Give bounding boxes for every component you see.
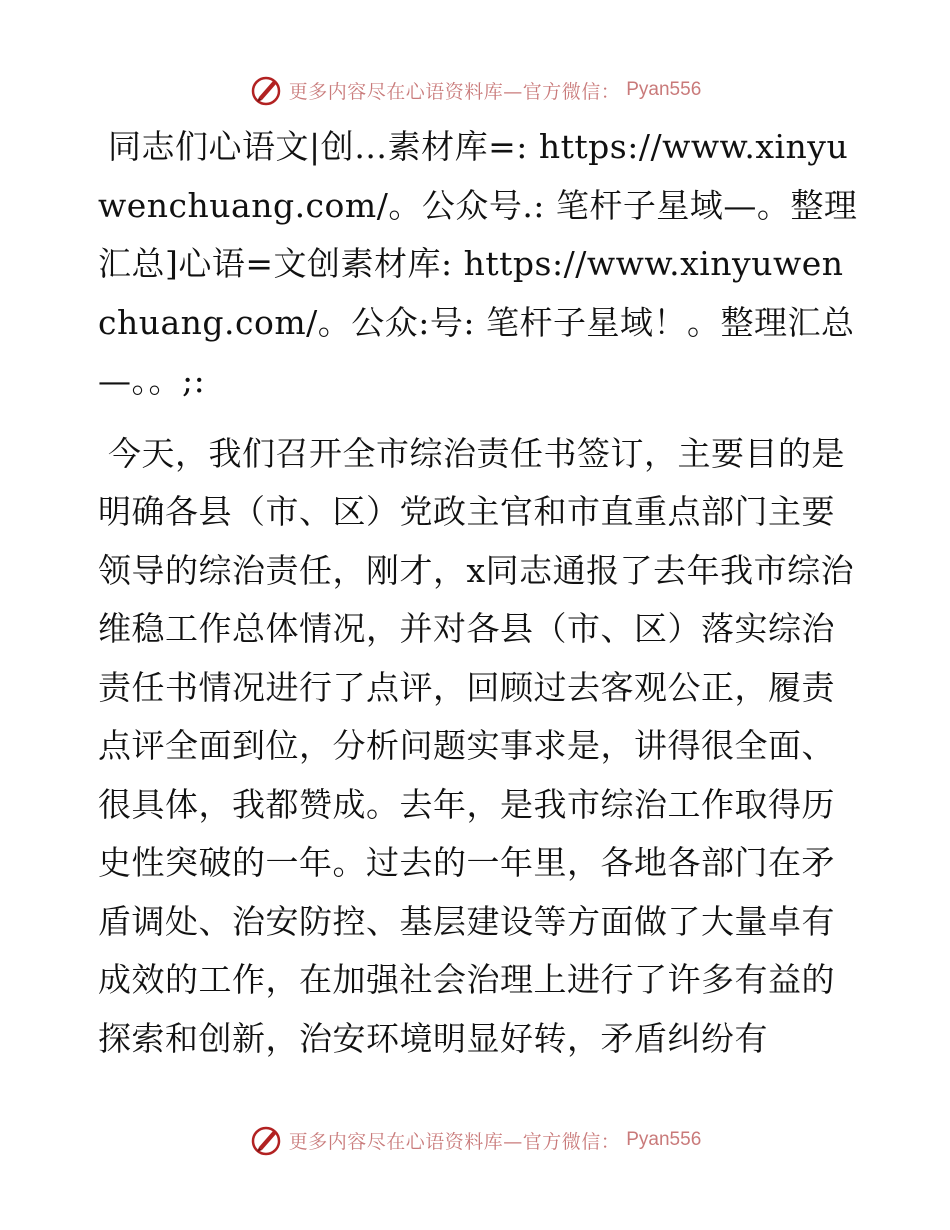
header-banner-text: 更多内容尽在心语资料库—官方微信： — [288, 80, 621, 103]
header-wechat-id: Pyan556 — [626, 79, 702, 100]
footer-wechat-id: Pyan556 — [626, 1129, 702, 1150]
document-body — [98, 118, 858, 1068]
paragraph-speech: 今天，我们召开全市综治责任书签订，主要目的是明确各县（市、区）党政主官和市直重点部门主要领导的综治责任，刚才，x同志通报了去年我市综治维稳工作总体情况，并对各县（市、区）落实综治责任书情况进行了点评，回顾过去客观公正，履责点评全面到位，分析问题实事求是，讲得很全面、很具体，我都赞成。去年，是我市综治工作取得历史性突破的一年。过去的一年里，各地各部门在矛盾调处、治安防控、基层建设等方面做了大量卓有成效的工作，在加强社会治理上进行了许多有益的探索和创新，治安环境明显好转，矛盾纠纷有 — [98, 433, 855, 1058]
paragraph-watermark: 同志们心语文|创…素材库=: https://www.xinyuwenchuang.com/。公众号.: 笔杆子星域—。整理汇总]心语=文创素材库: https://www.xinyuwenchuang.com/。公众:号: 笔杆子星域！。整理汇总—。。;: — [98, 127, 858, 400]
footer-banner-text: 更多内容尽在心语资料库—官方微信： — [288, 1130, 621, 1153]
footer-banner — [0, 1120, 950, 1160]
pen-logo-icon — [249, 1123, 283, 1157]
header-banner — [0, 70, 950, 110]
pen-logo-icon — [249, 73, 283, 107]
